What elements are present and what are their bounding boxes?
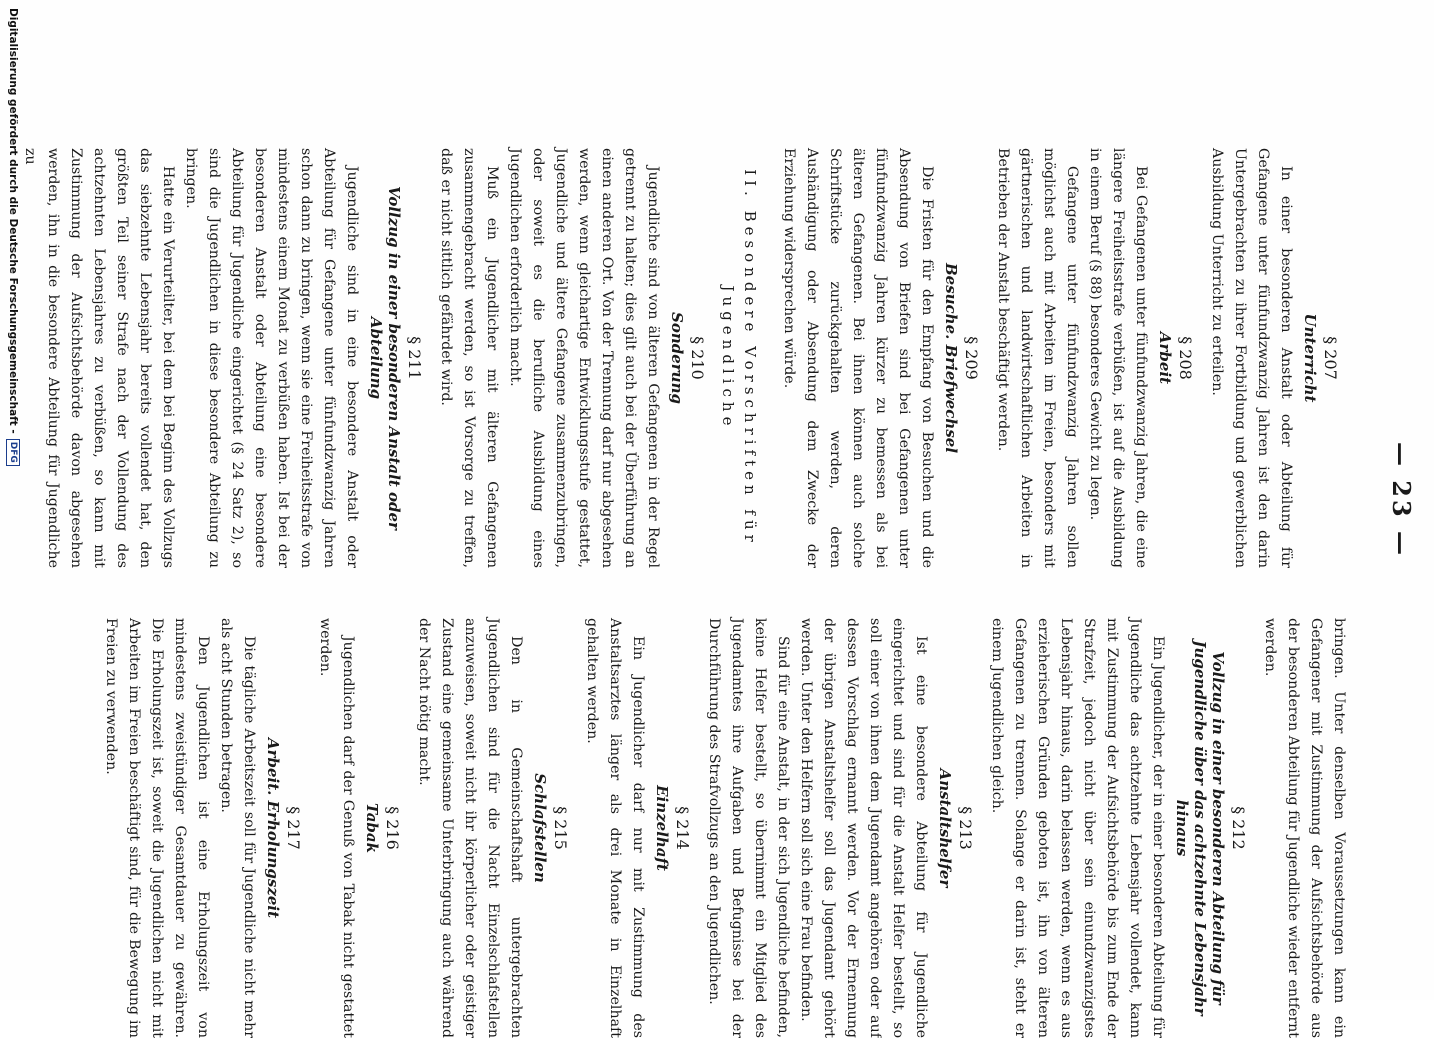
paragraph: Die Fristen für den Empfang von Besuchen und die Absendung von Briefen sind bei Gefangenen unter fünfundzwanzig Jahren kürzer zu bemessen als bei älteren Gefangenen. Bei ihnen können auch solche Schriftstücke zurückgehalten werden, deren Aushändigung oder Absendung dem Zwecke der Erziehung widersprechen würde. [781,148,935,568]
section-number: § 213 [956,806,975,850]
section-213 [702,618,975,1038]
section-title: Sonderung [668,312,686,404]
section-number: § 215 [551,806,570,850]
paragraph: Jugendlichen darf der Genuß von Tabak nicht gestattet werden. [317,618,356,1038]
section-number: § 212 [1229,806,1248,850]
section-title: Schlafstellen [531,773,549,883]
section-217 [99,618,303,1038]
section-title: Vollzug in einer besonderen Anstalt oder Abteilung [367,186,403,530]
section-title: Besuche. Briefwechsel [942,262,960,454]
paragraph: Ist eine besondere Abteilung für Jugendliche eingerichtet und sind für die Anstalt Helfer bestellt, so soll einer von ihnen dem Jugendamt angehören oder auf dessen Vorschlag ernannt werden. Vor der Ernennung der übrigen Anstaltshelfer soll das Jugendamt gehört werden. Unter den Helfern soll sich eine Frau befinden. [798,618,929,1038]
chapter-heading: II. Besondere Vorschriften für Jugendliche [719,169,759,547]
section-211 [18,148,424,568]
paragraph: In einer besonderen Anstalt oder Abteilung für Gefangene unter fünfundzwanzig Jahren ist den darin Untergebrachten zu ihrer Fortbildung und gewerblichen Ausbildung Unterricht zu erteilen. [1209,148,1294,568]
digitization-credit [6,8,20,466]
section-207 [1205,148,1340,568]
paragraph: Hatte ein Verurteilter, bei dem bei Beginn des Vollzugs das siebzehnte Lebensjahr bereits vollendet hat, den größten Teil seiner Strafe nach der Vollendung des achtzehnten Lebensjahres zu verbüßen, so kann mit Zustimmung der Aufsichtsbehörde davon abgesehen werden, ihn in die besondere Abteilung für Jugendliche zu [22,148,176,568]
paragraph: Ein Jugendlicher darf nur mit Zustimmung des Anstaltsarztes länger als drei Monate in Einzelhaft gehalten werden. [584,618,646,1038]
paragraph: Bei Gefangenen unter fünfundzwanzig Jahren, die eine längere Freiheitsstrafe verbüßen, ist auf die Ausbildung in einem Beruf (§ 88) besonderes Gewicht zu legen. [1087,148,1149,568]
section-209 [777,148,981,568]
right-column [99,618,1350,1038]
paragraph: Jugendliche sind von älteren Gefangenen in der Regel getrennt zu halten; dies gilt auch bei der Überführung an einen anderen Ort. Von der Trennung darf nur abgesehen werden, wenn gleichartige Entwicklungsstufe gestattet, Jugendliche und ältere Gefangene zusammenzubringen, oder soweit es die berufliche Ausbildung eines Jugendlichen erforderlich macht. [507,148,661,568]
section-208 [991,148,1195,568]
section-number: § 210 [688,336,707,380]
paragraph: Muß ein Jugendlicher mit älteren Gefangenen zusammengebracht werden, so ist Vorsorge zu treffen, daß er nicht sittlich gefährdet wird. [438,148,500,568]
section-title: Tabak [363,802,381,854]
section-number: § 208 [1176,336,1195,380]
credit-text: Digitalisierung gefördert durch die Deutsche Forschungsgemeinschaft - [7,8,19,434]
section-title: Arbeit. Erholungszeit [264,737,282,919]
section-216 [313,618,402,1038]
continued-paragraph: bringen. Unter denselben Voraussetzungen kann ein Gefangener mit Zustimmung der Aufsichtsbehörde aus der besonderen Abteilung für Jugendliche wieder entfernt werden. [1262,618,1347,1038]
paragraph: Den Jugendlichen ist eine Erholungszeit von mindestens zweistündiger Gesamtdauer zu gewähren. Die Erholungszeit ist, soweit die Jugendlichen nicht mit Arbeiten im Freien beschäftigt sind, für die Bewegung im Freien zu verwenden. [103,618,211,1038]
paragraph: Gefangene unter fünfundzwanzig Jahren sollen möglichst auch mit Arbeiten im Freien, besonders mit gärtnerischen und landwirtschaftlichen Arbeiten in Betrieben der Anstalt beschäftigt werden. [995,148,1080,568]
left-column [18,148,1350,568]
page-number: — 23 — [1387,441,1416,559]
paragraph: Sind für eine Anstalt, in der sich Jugendliche befinden, keine Helfer bestellt, so übernimmt ein Mitglied des Jugendamtes ihre Aufgaben und Befugnisse bei der Durchführung des Strafvollzugs an den Jugendlichen. [706,618,791,1038]
section-title: Anstaltshelfer [936,768,954,888]
paragraph: Ein Jugendlicher, der in einer besonderen Abteilung für Jugendliche das achtzehnte Lebensjahr vollendet, kann mit Zustimmung der Aufsichtsbehörde bis zum Ende der Strafzeit, jedoch nicht über sein einundzwanzigstes Lebensjahr hinaus, darin belassen werden, wenn es aus erzieherischen Gründen geboten ist, ihn von älteren Gefangenen zu trennen. Solange er darin ist, steht er einem Jugendlichen gleich. [989,618,1166,1038]
section-title: Einzelhaft [653,785,671,871]
section-215 [412,618,570,1038]
section-title: Vollzug in einer besonderen Abteilung für Jugendliche über das achtzehnte Lebensjahr hinaus [1173,640,1227,1016]
section-212 [985,618,1248,1038]
section-number: § 217 [284,806,303,850]
section-title: Unterricht [1301,313,1319,403]
paragraph: Jugendliche sind in eine besondere Anstalt oder Abteilung für Gefangene unter fünfundzwanzig Jahren schon dann zu bringen, wenn sie eine Freiheitsstrafe von mindestens einem Monat zu verbüßen haben. Ist bei der besonderen Anstalt oder Abteilung eine besondere Abteilung für Jugendliche eingerichtet (§ 24 Satz 2), so sind die Jugendlichen in diese besondere Abteilung zu bringen. [183,148,360,568]
section-number: § 214 [673,806,692,850]
section-title: Arbeit [1156,331,1174,385]
section-214 [580,618,692,1038]
section-number: § 207 [1321,336,1340,380]
paragraph: Die tägliche Arbeitszeit soll für Jugendliche nicht mehr als acht Stunden betragen. [218,618,257,1038]
section-number: § 216 [383,806,402,850]
paragraph: Den in Gemeinschaftshaft untergebrachten Jugendlichen sind für die Nacht Einzelschlafstellen anzuweisen, soweit nicht ihr körperlicher oder geistiger Zustand eine gemeinsame Unterbringung auch während der Nacht nötig macht. [416,618,524,1038]
section-210 [434,148,707,568]
section-number: § 209 [962,336,981,380]
section-number: § 211 [405,336,424,380]
dfg-logo-icon: DFG [6,439,20,466]
